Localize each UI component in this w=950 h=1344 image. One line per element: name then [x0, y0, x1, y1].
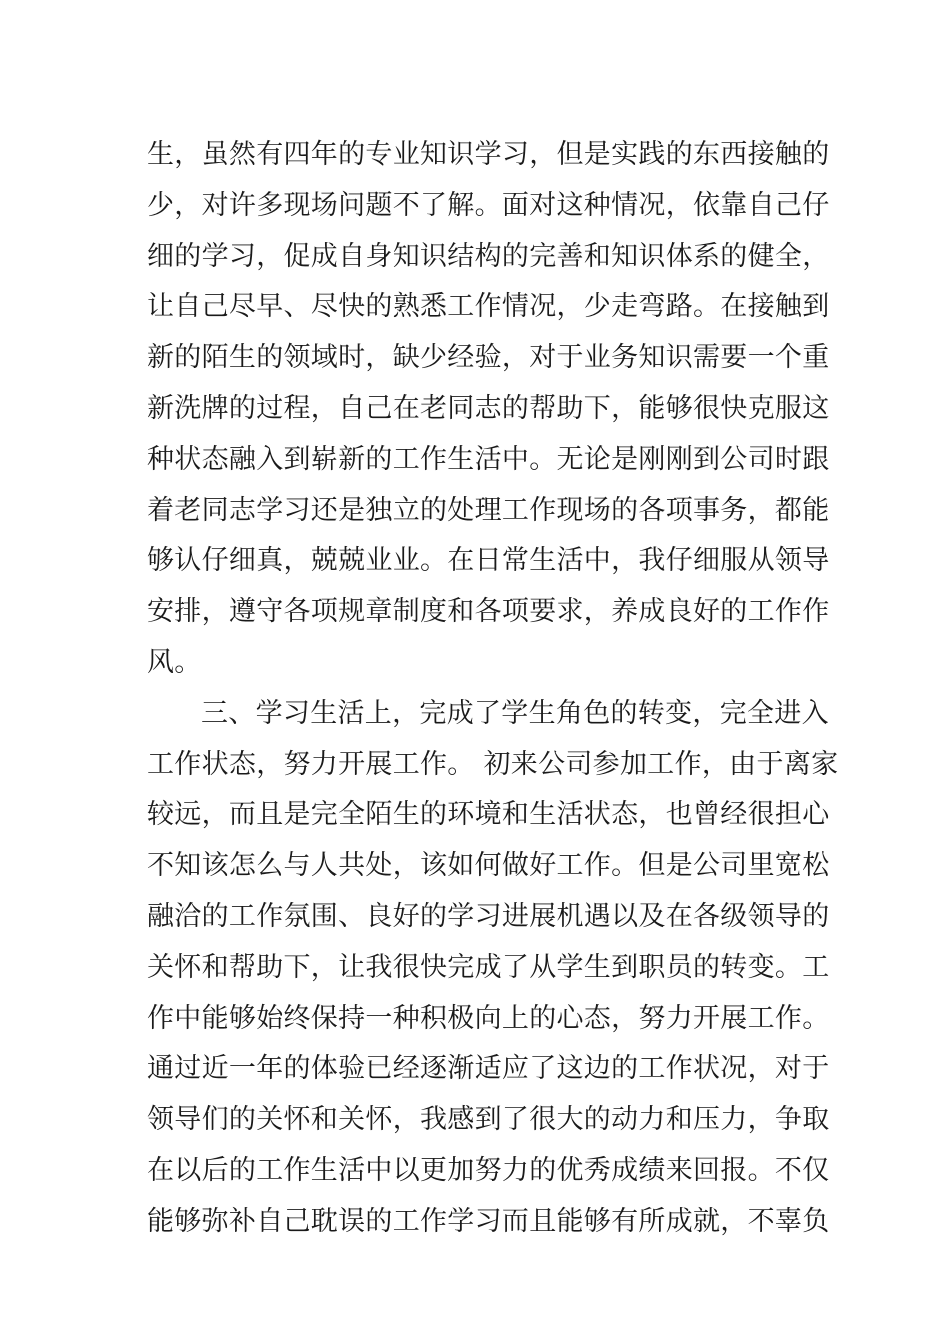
text-line: 作中能够始终保持一种积极向上的心态，努力开展工作。 [147, 1002, 830, 1034]
text-line: 种状态融入到崭新的工作生活中。无论是刚刚到公司时跟 [147, 443, 830, 475]
text-line: 风。 [147, 646, 202, 678]
text-line: 细的学习，促成自身知识结构的完善和知识体系的健全， [147, 240, 830, 272]
text-line: 不知该怎么与人共处，该如何做好工作。但是公司里宽松 [147, 850, 830, 882]
text-line: 够认仔细真，兢兢业业。在日常生活中，我仔细服从领导 [147, 545, 830, 577]
text-line: 生，虽然有四年的专业知识学习，但是实践的东西接触的 [147, 139, 830, 170]
body-text [147, 130, 839, 1248]
text-line: 少，对许多现场问题不了解。面对这种情况，依靠自己仔 [147, 189, 830, 221]
text-line: 通过近一年的体验已经逐渐适应了这边的工作状况，对于 [147, 1053, 830, 1085]
text-line: 融洽的工作氛围、良好的学习进展机遇以及在各级领导的 [147, 900, 830, 932]
text-line: 领导们的关怀和关怀，我感到了很大的动力和压力，争取 [147, 1104, 830, 1136]
text-line: 能够弥补自己耽误的工作学习而且能够有所成就，不辜负 [147, 1205, 830, 1237]
text-line: 新的陌生的领域时，缺少经验，对于业务知识需要一个重 [147, 342, 830, 374]
text-line: 新洗牌的过程，自己在老同志的帮助下，能够很快克服这 [147, 392, 830, 424]
text-line: 在以后的工作生活中以更加努力的优秀成绩来回报。不仅 [147, 1154, 830, 1186]
text-line: 关怀和帮助下，让我很快完成了从学生到职员的转变。工 [147, 951, 830, 983]
text-line: 安排，遵守各项规章制度和各项要求，养成良好的工作作 [147, 596, 830, 628]
section-heading-line: 三、学习生活上，完成了学生角色的转变，完全进入 [201, 697, 829, 729]
text-line: 较远，而且是完全陌生的环境和生活状态，也曾经很担心 [147, 799, 830, 831]
text-line: 工作状态，努力开展工作。 初来公司参加工作，由于离家 [147, 748, 839, 780]
text-line: 让自己尽早、尽快的熟悉工作情况，少走弯路。在接触到 [147, 291, 830, 323]
text-line: 着老同志学习还是独立的处理工作现场的各项事务，都能 [147, 494, 830, 526]
